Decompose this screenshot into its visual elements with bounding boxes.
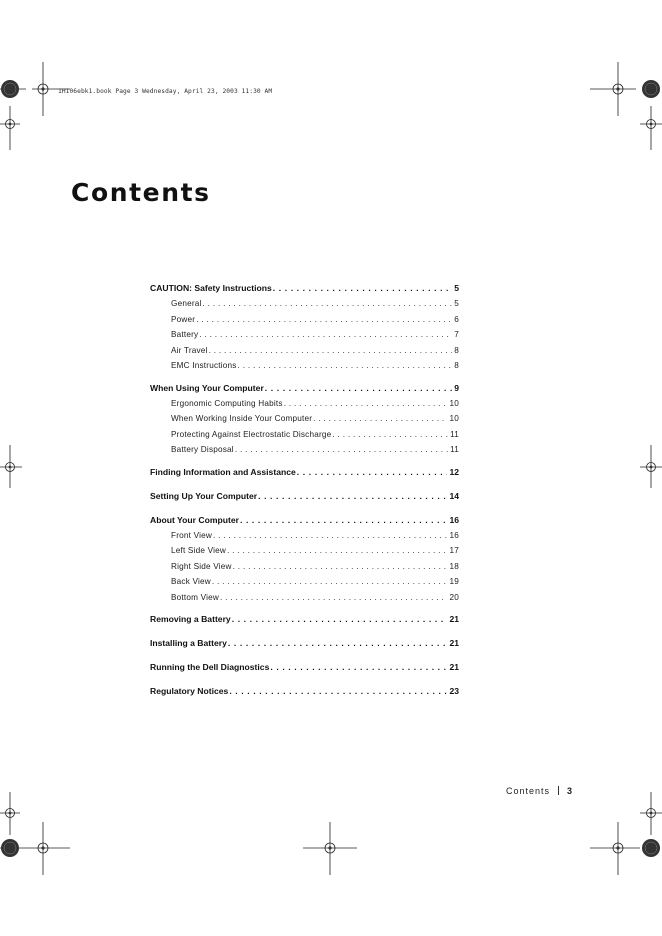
footer-section-label: Contents [506, 786, 551, 796]
toc-entry-title: Running the Dell Diagnostics [150, 662, 270, 672]
toc-subentry-title: General [171, 299, 202, 308]
toc-entry[interactable] [150, 683, 459, 699]
toc-subentry-title: Right Side View [171, 561, 232, 571]
toc-entry[interactable] [150, 512, 459, 528]
toc-entry-page: 14 [449, 490, 459, 501]
toc-subentry-page: 8 [454, 361, 459, 370]
toc-subentry-page: 17 [449, 546, 459, 555]
toc-subentry-page: 16 [449, 530, 459, 540]
toc-subentry-title: EMC Instructions [171, 361, 237, 370]
toc-subentry[interactable] [150, 343, 459, 359]
toc-subentry[interactable] [150, 442, 459, 458]
toc-subentry[interactable] [150, 574, 459, 590]
table-of-contents [150, 280, 459, 707]
toc-subentry[interactable] [150, 559, 459, 575]
toc-entry-page: 21 [449, 614, 459, 624]
toc-leader-dots [209, 343, 453, 359]
page-title: Contents [71, 178, 211, 207]
toc-subentry-page: 11 [450, 445, 459, 454]
toc-subentry[interactable] [150, 312, 459, 328]
toc-entry[interactable] [150, 380, 459, 396]
toc-leader-dots [270, 659, 447, 675]
toc-spacer [150, 699, 459, 707]
footer-separator [558, 786, 559, 795]
toc-subentries [150, 528, 459, 606]
toc-spacer [150, 480, 459, 488]
print-slug: 1H106ebk1.book Page 3 Wednesday, April 23, 2003 11:30 AM [58, 88, 273, 95]
toc-subentry-title: Battery Disposal [171, 445, 234, 454]
toc-section [150, 488, 459, 512]
toc-subentry-page: 10 [449, 414, 459, 423]
toc-entry-page: 5 [454, 283, 459, 293]
toc-subentry-title: Back View [171, 577, 211, 586]
toc-subentry-title: Protecting Against Electrostatic Discharge [171, 429, 332, 439]
toc-subentry[interactable] [150, 396, 459, 412]
toc-entry-title: Regulatory Notices [150, 686, 229, 696]
toc-leader-dots [284, 396, 448, 412]
toc-entry-title: About Your Computer [150, 514, 239, 525]
toc-subentry-page: 18 [449, 561, 459, 571]
toc-spacer [150, 675, 459, 683]
toc-leader-dots [297, 464, 448, 480]
toc-entry[interactable] [150, 635, 459, 651]
toc-entry-page: 12 [449, 466, 459, 477]
toc-entry-page: 21 [449, 638, 459, 648]
toc-subentry-page: 19 [449, 577, 459, 586]
toc-section [150, 512, 459, 606]
toc-leader-dots [235, 442, 448, 458]
toc-entry-title: When Using Your Computer [150, 382, 264, 393]
toc-spacer [150, 627, 459, 635]
toc-subentry-title: Front View [171, 530, 212, 540]
toc-leader-dots [227, 543, 447, 559]
toc-subentry-page: 7 [454, 330, 459, 339]
toc-spacer [150, 651, 459, 659]
toc-leader-dots [203, 296, 453, 312]
toc-subentry-page: 10 [449, 398, 459, 408]
toc-section [150, 659, 459, 683]
toc-subentry-page: 8 [454, 345, 459, 355]
toc-subentry-title: When Working Inside Your Computer [171, 414, 313, 423]
toc-entry[interactable] [150, 280, 459, 296]
toc-leader-dots [273, 280, 452, 296]
toc-entry-title: Removing a Battery [150, 614, 231, 624]
toc-leader-dots [220, 590, 447, 606]
toc-leader-dots [229, 683, 447, 699]
toc-leader-dots [196, 312, 452, 328]
toc-entry-title: CAUTION: Safety Instructions [150, 283, 272, 293]
toc-subentry-title: Bottom View [171, 592, 220, 602]
toc-leader-dots [240, 512, 447, 528]
toc-subentry-page: 20 [449, 592, 459, 602]
toc-entry-title: Setting Up Your Computer [150, 490, 258, 501]
toc-entry-page: 23 [449, 686, 459, 696]
toc-section [150, 380, 459, 458]
toc-subentry[interactable] [150, 411, 459, 427]
toc-subentry[interactable] [150, 427, 459, 443]
toc-leader-dots [238, 358, 453, 374]
toc-entry[interactable] [150, 659, 459, 675]
toc-leader-dots [265, 380, 452, 396]
toc-leader-dots [313, 411, 447, 427]
toc-subentry[interactable] [150, 358, 459, 374]
toc-leader-dots [212, 574, 448, 590]
toc-subentry-page: 11 [450, 429, 459, 439]
toc-subentry-page: 6 [454, 314, 459, 324]
toc-entry-title: Finding Information and Assistance [150, 466, 296, 477]
toc-subentry-page: 5 [454, 299, 459, 308]
toc-entry-page: 9 [454, 382, 459, 393]
toc-section [150, 683, 459, 707]
toc-subentry[interactable] [150, 590, 459, 606]
toc-entry[interactable] [150, 464, 459, 480]
toc-entry[interactable] [150, 488, 459, 504]
toc-subentry[interactable] [150, 528, 459, 544]
toc-subentry-title: Battery [171, 330, 199, 339]
toc-entry-title: Installing a Battery [150, 638, 227, 648]
toc-leader-dots [258, 488, 447, 504]
toc-spacer [150, 504, 459, 512]
toc-entry-page: 16 [449, 514, 459, 525]
toc-leader-dots [228, 635, 448, 651]
toc-subentries [150, 396, 459, 458]
toc-leader-dots [213, 528, 448, 544]
toc-entry-page: 21 [449, 662, 459, 672]
toc-subentries [150, 296, 459, 374]
toc-section [150, 464, 459, 488]
toc-section [150, 635, 459, 659]
toc-subentry[interactable] [150, 327, 459, 343]
toc-subentry[interactable] [150, 543, 459, 559]
toc-subentry-title: Ergonomic Computing Habits [171, 398, 283, 408]
toc-subentry-title: Left Side View [171, 546, 226, 555]
toc-section [150, 280, 459, 374]
toc-leader-dots [232, 611, 448, 627]
page-number: 3 [567, 786, 573, 796]
toc-entry[interactable] [150, 611, 459, 627]
page-footer [506, 786, 572, 796]
toc-leader-dots [332, 427, 448, 443]
toc-section [150, 611, 459, 635]
toc-leader-dots [233, 559, 448, 575]
toc-subentry[interactable] [150, 296, 459, 312]
toc-subentry-title: Air Travel [171, 345, 208, 355]
toc-leader-dots [199, 327, 452, 343]
toc-subentry-title: Power [171, 314, 196, 324]
